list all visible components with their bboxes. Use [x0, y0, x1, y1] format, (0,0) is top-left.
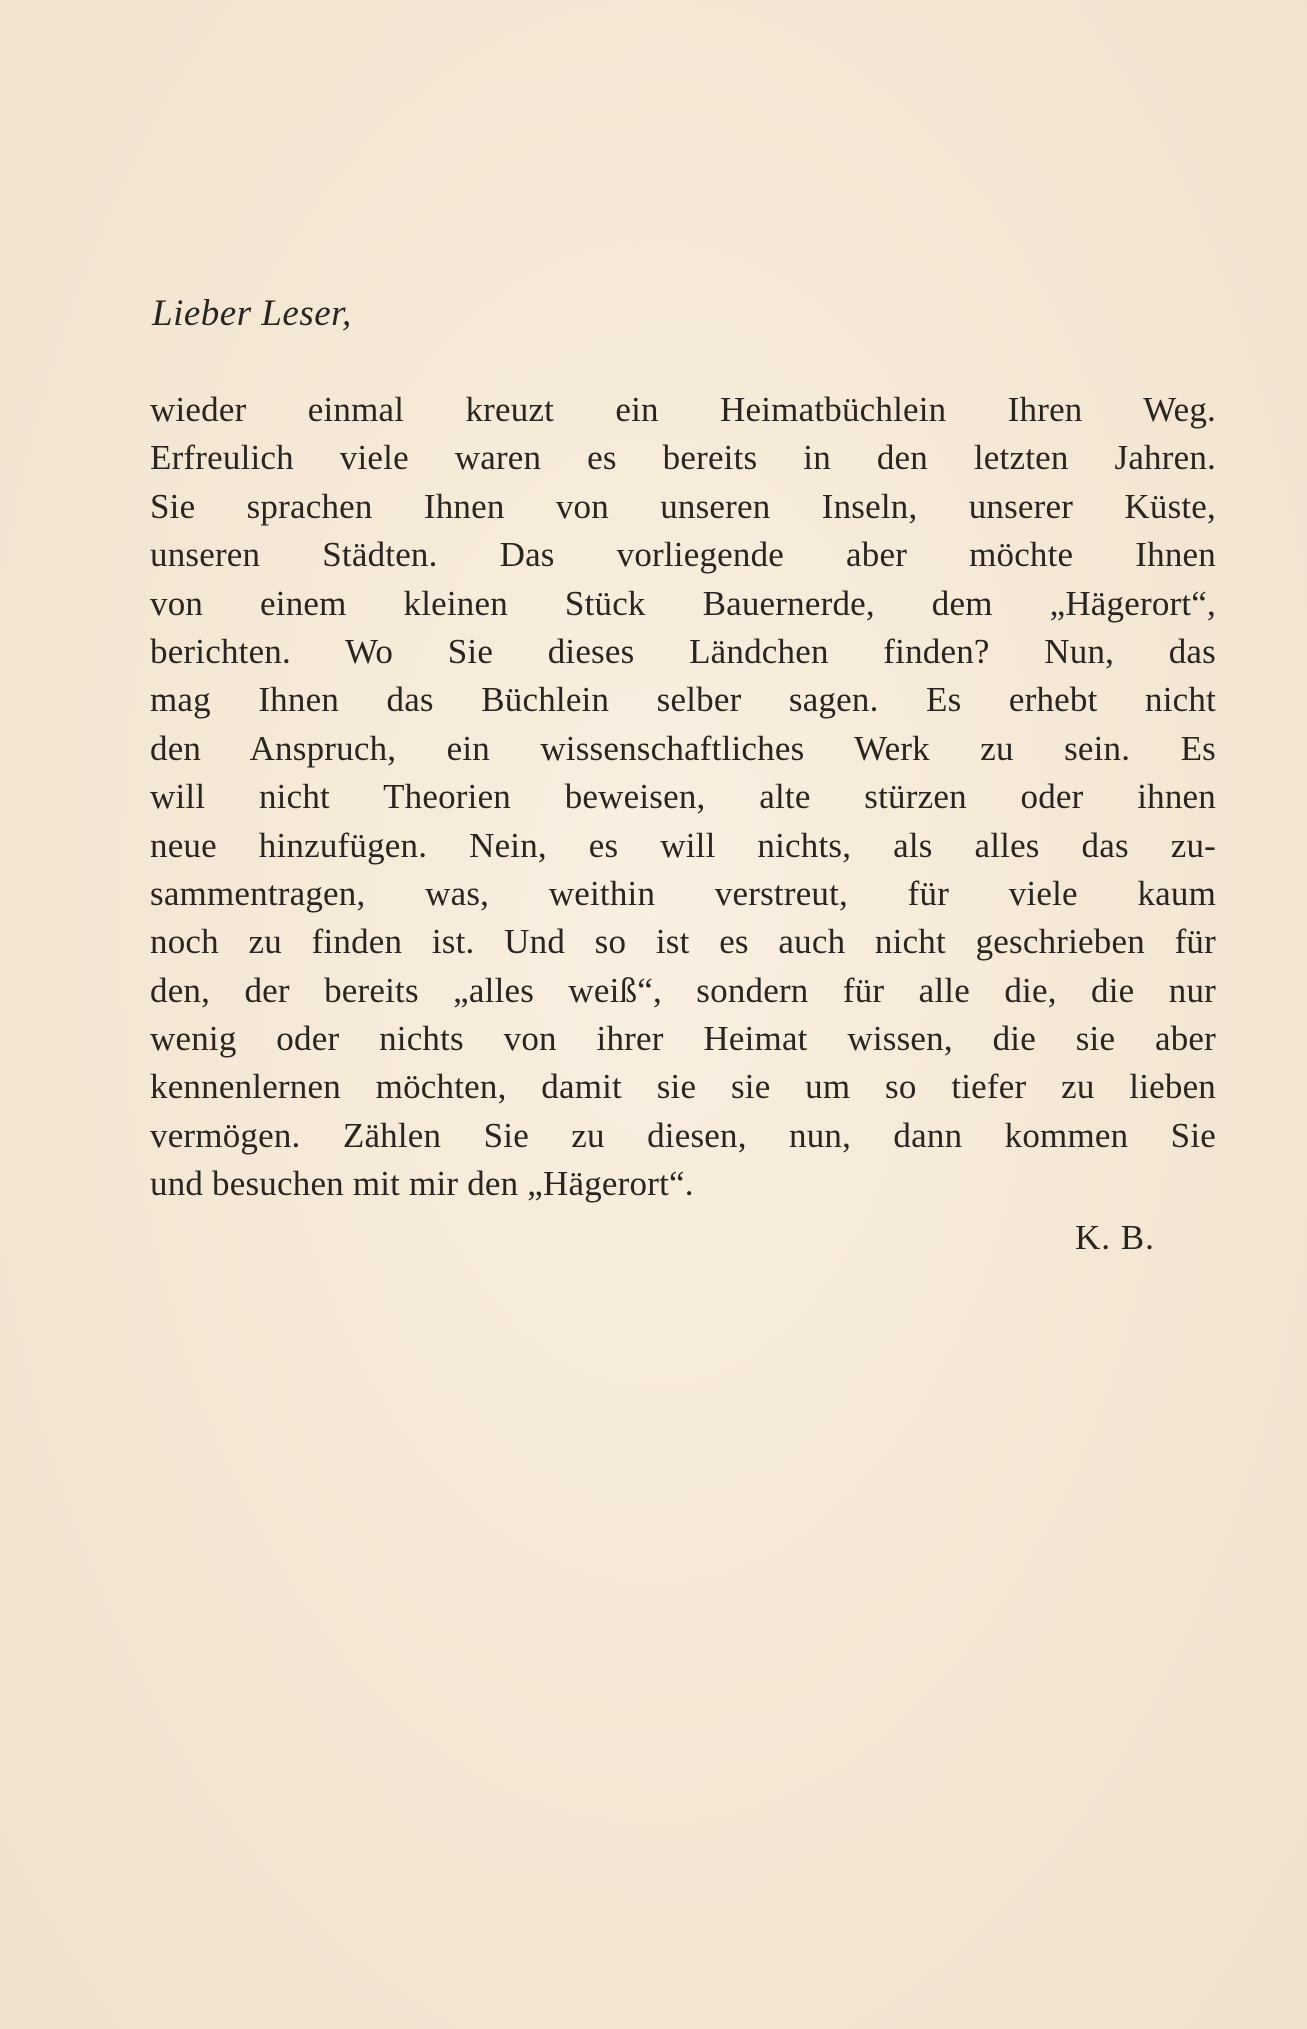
- body-line: Erfreulich viele waren es bereits in den letzten Jahren.: [150, 438, 1216, 478]
- body-line: will nicht Theorien beweisen, alte stürzen oder ihnen: [150, 777, 1216, 817]
- body-line: sammentragen, was, weithin verstreut, für viele kaum: [150, 873, 1216, 913]
- letter-body: [150, 386, 1216, 1209]
- body-line: den, der bereits „alles weiß“, sondern für alle die, die nur: [150, 970, 1216, 1010]
- body-line-last: und besuchen mit mir den „Hägerort“.: [150, 1164, 694, 1204]
- body-line: berichten. Wo Sie dieses Ländchen finden? Nun, das: [150, 631, 1216, 671]
- salutation: Lieber Leser,: [152, 293, 352, 334]
- body-line: wieder einmal kreuzt ein Heimatbüchlein Ihren Weg.: [150, 390, 1216, 429]
- body-line: den Anspruch, ein wissenschaftliches Werk zu sein. Es: [150, 728, 1216, 768]
- body-line: vermögen. Zählen Sie zu diesen, nun, dann kommen Sie: [150, 1115, 1216, 1155]
- body-line: Sie sprachen Ihnen von unseren Inseln, unserer Küste,: [150, 486, 1216, 526]
- signature-initials: K. B.: [1075, 1218, 1155, 1257]
- body-line: von einem kleinen Stück Bauernerde, dem „Hägerort“,: [150, 583, 1216, 623]
- body-line: neue hinzufügen. Nein, es will nichts, als alles das zu-: [150, 825, 1216, 865]
- body-line: mag Ihnen das Büchlein selber sagen. Es erhebt nicht: [150, 680, 1216, 720]
- body-line: noch zu finden ist. Und so ist es auch nicht geschrieben für: [150, 922, 1216, 962]
- body-line: kennenlernen möchten, damit sie sie um so tiefer zu lieben: [150, 1067, 1216, 1107]
- body-line: wenig oder nichts von ihrer Heimat wissen, die sie aber: [150, 1019, 1216, 1059]
- body-line: unseren Städten. Das vorliegende aber möchte Ihnen: [150, 535, 1216, 575]
